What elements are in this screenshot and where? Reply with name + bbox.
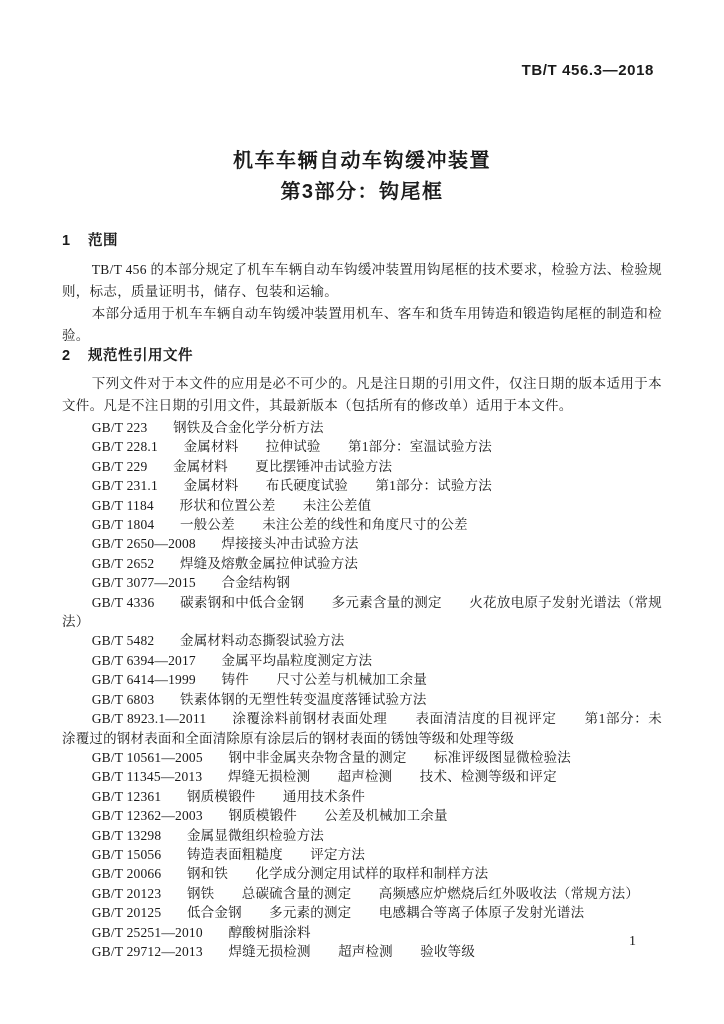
reference-title: 钢中非金属夹杂物含量的测定 标准评级图显微检验法 xyxy=(228,749,571,765)
reference-item xyxy=(62,670,662,689)
scope-paragraph-2: 本部分适用于机车车辆自动车钩缓冲装置用机车、客车和货车用铸造和锻造钩尾框的制造和检验。 xyxy=(62,306,662,343)
reference-item xyxy=(62,806,662,825)
reference-code: GB/T 13298 xyxy=(91,827,162,843)
reference-item xyxy=(62,864,662,883)
reference-code: GB/T 2650—2008 xyxy=(91,536,196,552)
reference-item xyxy=(62,631,662,650)
reference-title: 合金结构钢 xyxy=(221,575,291,591)
reference-item xyxy=(62,534,662,553)
reference-code: GB/T 6394—2017 xyxy=(91,652,196,668)
reference-title: 金属材料 拉伸试验 第1部分：室温试验方法 xyxy=(183,439,492,455)
reference-code: GB/T 20125 xyxy=(91,905,162,921)
section-number: 2 xyxy=(62,348,71,364)
reference-title: 形状和位置公差 未注公差值 xyxy=(179,497,372,513)
reference-title: 金属材料 夏比摆锤冲击试验方法 xyxy=(173,458,393,474)
scope-paragraph-1: TB/T 456 的本部分规定了机车车辆自动车钩缓冲装置用钩尾框的技术要求，检验方法、检验规则，标志，质量证明书，储存、包装和运输。 xyxy=(62,262,662,299)
reference-code: GB/T 231.1 xyxy=(91,478,158,494)
reference-title: 焊接接头冲击试验方法 xyxy=(221,536,359,552)
reference-code: GB/T 15056 xyxy=(91,846,162,862)
reference-title: 碳素钢和中低合金钢 多元素含量的测定 火花放电原子发射光谱法（常规法） xyxy=(62,594,663,630)
reference-item xyxy=(62,476,662,495)
reference-title: 金属平均晶粒度测定方法 xyxy=(221,652,373,668)
reference-item xyxy=(62,748,662,767)
reference-code: GB/T 29712—2013 xyxy=(91,943,203,959)
reference-item xyxy=(62,690,662,709)
reference-title: 焊缝无损检测 超声检测 验收等级 xyxy=(228,943,476,959)
reference-code: GB/T 4336 xyxy=(91,594,155,610)
reference-item xyxy=(62,437,662,456)
reference-title: 焊缝无损检测 超声检测 技术、检测等级和评定 xyxy=(227,769,557,785)
reference-code: GB/T 228.1 xyxy=(91,439,158,455)
reference-title: 钢和铁 化学成分测定用试样的取样和制样方法 xyxy=(186,866,489,882)
reference-item xyxy=(62,651,662,670)
reference-code: GB/T 229 xyxy=(91,458,148,474)
reference-code: GB/T 3077—2015 xyxy=(91,575,196,591)
reference-item xyxy=(62,709,662,748)
references-intro-paragraph: 下列文件对于本文件的应用是必不可少的。凡是注日期的引用文件，仅注日期的版本适用于本文件。凡是不注日期的引用文件，其最新版本（包括所有的修改单）适用于本文件。 xyxy=(62,376,662,413)
section-heading-references xyxy=(62,347,662,366)
section-heading-scope xyxy=(62,232,662,251)
references-list xyxy=(62,418,662,961)
reference-item xyxy=(62,942,662,961)
reference-code: GB/T 12362—2003 xyxy=(91,808,203,824)
reference-title: 焊缝及熔敷金属拉伸试验方法 xyxy=(180,555,359,571)
reference-title: 醇酸树脂涂料 xyxy=(228,924,311,940)
reference-item xyxy=(62,554,662,573)
reference-title: 金属材料 布氏硬度试验 第1部分：试验方法 xyxy=(183,478,492,494)
reference-title: 金属材料动态撕裂试验方法 xyxy=(180,633,345,649)
reference-code: GB/T 11345—2013 xyxy=(91,769,203,785)
document-title-line2: 第3部分：钩尾框 xyxy=(280,181,444,203)
reference-item xyxy=(62,418,662,437)
reference-title: 钢质模锻件 通用技术条件 xyxy=(186,788,366,804)
reference-title: 涂覆涂料前钢材表面处理 表面清洁度的目视评定 第1部分：未涂覆过的钢材表面和全面清除原有涂层后的钢材表面的锈蚀等级和处理等级 xyxy=(62,711,662,746)
reference-item xyxy=(62,515,662,534)
reference-title: 钢质模锻件 公差及机械加工余量 xyxy=(228,808,448,824)
reference-item xyxy=(62,767,662,786)
reference-title: 金属显微组织检验方法 xyxy=(186,827,324,843)
standard-code-header: TB/T 456.3—2018 xyxy=(521,62,654,79)
reference-code: GB/T 10561—2005 xyxy=(91,749,203,765)
reference-code: GB/T 2652 xyxy=(91,555,155,571)
reference-title: 一般公差 未注公差的线性和角度尺寸的公差 xyxy=(180,517,468,533)
reference-code: GB/T 5482 xyxy=(91,633,155,649)
reference-code: GB/T 1804 xyxy=(91,517,155,533)
reference-title: 低合金钢 多元素的测定 电感耦合等离子体原子发射光谱法 xyxy=(186,905,585,921)
reference-code: GB/T 6803 xyxy=(91,691,155,707)
reference-code: GB/T 1184 xyxy=(91,497,154,513)
reference-item xyxy=(62,826,662,845)
reference-code: GB/T 20066 xyxy=(91,866,162,882)
reference-item xyxy=(62,923,662,942)
reference-code: GB/T 223 xyxy=(91,420,148,435)
section-number: 1 xyxy=(62,233,71,249)
section-title: 规范性引用文件 xyxy=(87,348,193,364)
reference-item xyxy=(62,457,662,476)
reference-title: 铸造表面粗糙度 评定方法 xyxy=(186,846,366,862)
reference-code: GB/T 8923.1—2011 xyxy=(91,711,207,727)
reference-item xyxy=(62,845,662,864)
reference-code: GB/T 12361 xyxy=(91,788,162,804)
page-number: 1 xyxy=(629,934,636,949)
reference-code: GB/T 20123 xyxy=(91,885,162,901)
reference-code: GB/T 6414—1999 xyxy=(91,672,196,688)
reference-item xyxy=(62,787,662,806)
reference-title: 钢铁 总碳硫含量的测定 高频感应炉燃烧后红外吸收法（常规方法） xyxy=(186,885,640,901)
reference-code: GB/T 25251—2010 xyxy=(91,924,203,940)
reference-item xyxy=(62,593,662,632)
section-title: 范围 xyxy=(87,233,118,249)
reference-item xyxy=(62,884,662,903)
reference-item xyxy=(62,903,662,922)
reference-title: 钢铁及合金化学分析方法 xyxy=(173,420,324,435)
reference-item xyxy=(62,496,662,515)
reference-title: 铸件 尺寸公差与机械加工余量 xyxy=(221,672,428,688)
document-title-line1: 机车车辆自动车钩缓冲装置 xyxy=(233,150,491,172)
reference-item xyxy=(62,573,662,592)
document-title xyxy=(62,146,662,208)
reference-title: 铁素体钢的无塑性转变温度落锤试验方法 xyxy=(180,691,427,707)
